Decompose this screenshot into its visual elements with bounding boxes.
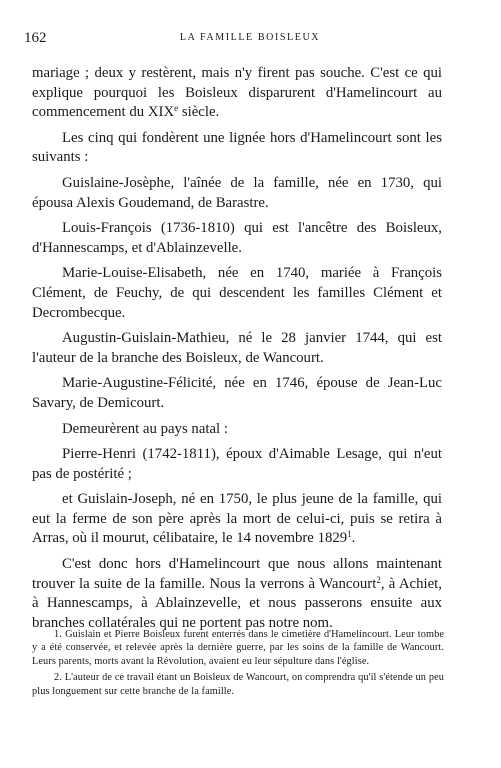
text-run: siècle.: [178, 104, 220, 121]
paragraph: Louis-François (1736-1810) qui est l'ancêtre des Boisleux, d'Hannescamps, et d'Ablainzevelle.: [32, 220, 442, 256]
paragraph: Pierre-Henri (1742-1811), époux d'Aimable Lesage, qui n'eut pas de postérité ;: [32, 446, 442, 482]
footnote-ref: 2: [376, 574, 381, 585]
paragraph: Marie-Louise-Elisabeth, née en 1740, mariée à François Clément, de Feuchy, de qui descendent les familles Clément et Decrombecque.: [32, 265, 442, 321]
main-text: [32, 64, 442, 639]
paragraph: Augustin-Guislain-Mathieu, né le 28 janvier 1744, qui est l'auteur de la branche des Boisleux, de Wancourt.: [32, 330, 442, 366]
paragraph: Demeurèrent au pays natal :: [62, 420, 228, 437]
superscript: e: [174, 103, 179, 114]
text-run: et Guislain-Joseph, né en 1750, le plus jeune de la famille, qui eut la ferme de son père après la mort de celui-ci, puis se retira à Arras, où il mourut, célibataire, le 14 novembre 1829: [32, 491, 442, 547]
paragraph: Les cinq qui fondèrent une lignée hors d'Hamelincourt sont les suivants :: [32, 129, 442, 166]
running-title: LA FAMILLE BOISLEUX: [179, 32, 321, 43]
footnote-ref: 1: [347, 529, 352, 540]
footnote: 2. L'auteur de ce travail étant un Boisleux de Wancourt, on comprendra qu'il s'étende un peu plus longuement sur cette branche de la famille.: [32, 672, 444, 697]
footnotes: [32, 628, 444, 701]
page-header: [24, 30, 476, 50]
paragraph: [32, 64, 442, 123]
paragraph: Marie-Augustine-Félicité, née en 1746, épouse de Jean-Luc Savary, de Demicourt.: [32, 375, 442, 411]
text-run: .: [351, 530, 356, 547]
footnote: 1. Guislain et Pierre Boisleux furent enterrés dans le cimetière d'Hamelincourt. Leur tombe y a été conservée, et relevée après la dernière guerre, par les soins de la famille de Wancourt. Leurs parents, morts avant la Révolution, avaient eu leur sépulture dans l'église.: [32, 629, 444, 667]
text-run: C'est donc hors d'Hamelincourt que nous allons maintenant trouver la suite de la famille. Nous la verrons à Wancourt: [32, 556, 442, 592]
text-run: mariage ; deux y restèrent, mais n'y firent pas souche. C'est ce qui explique pourquoi les Boisleux disparurent d'Hamelincourt au commencement du XIX: [32, 65, 442, 121]
text-run: , à Achiet, à Hannescamps, à Ablainzevelle, et nous passerons ensuite aux branches collatérales qui ne portent pas notre nom.: [32, 575, 442, 631]
paragraph: Guislaine-Josèphe, l'aînée de la famille, née en 1730, qui épousa Alexis Goudemand, de Barastre.: [32, 174, 442, 211]
paragraph: [32, 490, 442, 549]
paragraph: [32, 555, 442, 633]
page-number: 162: [24, 30, 47, 46]
